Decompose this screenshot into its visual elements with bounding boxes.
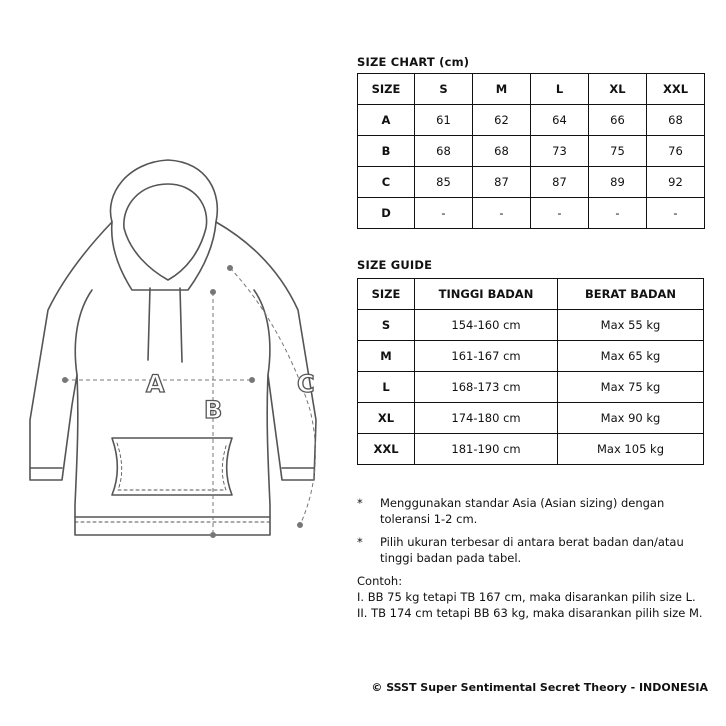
height-range: 168-173 cm bbox=[415, 372, 558, 403]
note-bullet: * bbox=[357, 535, 363, 549]
measurement-value: 73 bbox=[531, 136, 589, 167]
size-guide-table bbox=[357, 278, 704, 465]
size-chart-row bbox=[358, 136, 705, 167]
weight-max: Max 75 kg bbox=[558, 372, 704, 403]
measurement-value: 68 bbox=[415, 136, 473, 167]
size-label: M bbox=[358, 341, 415, 372]
size-label: XXL bbox=[358, 434, 415, 465]
measurement-value: 89 bbox=[589, 167, 647, 198]
label-b: B bbox=[204, 396, 223, 424]
weight-max: Max 55 kg bbox=[558, 310, 704, 341]
measurement-value: 64 bbox=[531, 105, 589, 136]
measurement-value: - bbox=[647, 198, 705, 229]
measurement-value: 75 bbox=[589, 136, 647, 167]
body-outline bbox=[30, 222, 316, 535]
measurement-value: 85 bbox=[415, 167, 473, 198]
measurement-value: 61 bbox=[415, 105, 473, 136]
measurement-value: 68 bbox=[473, 136, 531, 167]
example-line: II. TB 174 cm tetapi BB 63 kg, maka disarankan pilih size M. bbox=[357, 606, 703, 620]
weight-max: Max 65 kg bbox=[558, 341, 704, 372]
label-c: C bbox=[297, 370, 315, 398]
size-guide-row bbox=[358, 372, 704, 403]
examples-heading: Contoh: bbox=[357, 574, 403, 588]
measurement-label: D bbox=[358, 198, 415, 229]
height-range: 181-190 cm bbox=[415, 434, 558, 465]
size-label: XL bbox=[358, 403, 415, 434]
measurement-value: 66 bbox=[589, 105, 647, 136]
note-text: Menggunakan standar Asia (Asian sizing) dengan toleransi 1-2 cm. bbox=[380, 496, 665, 526]
weight-max: Max 90 kg bbox=[558, 403, 704, 434]
note-bullet: * bbox=[357, 496, 363, 510]
drawstring-left bbox=[148, 288, 150, 360]
size-guide-header: TINGGI BADAN bbox=[415, 279, 558, 310]
copyright-footer: © SSST Super Sentimental Secret Theory - INDONESIA bbox=[371, 681, 708, 694]
height-range: 154-160 cm bbox=[415, 310, 558, 341]
size-chart-row bbox=[358, 167, 705, 198]
measurement-value: 62 bbox=[473, 105, 531, 136]
size-chart-header: S bbox=[415, 74, 473, 105]
size-label: S bbox=[358, 310, 415, 341]
size-guide-row bbox=[358, 341, 704, 372]
size-guide-row bbox=[358, 310, 704, 341]
size-guide-header-row bbox=[358, 279, 704, 310]
size-chart-table bbox=[357, 73, 705, 229]
measurement-value: 76 bbox=[647, 136, 705, 167]
size-chart-header: L bbox=[531, 74, 589, 105]
size-label: L bbox=[358, 372, 415, 403]
measurement-value: - bbox=[473, 198, 531, 229]
size-guide-title: SIZE GUIDE bbox=[357, 258, 433, 272]
size-chart-header: M bbox=[473, 74, 531, 105]
examples-block bbox=[357, 573, 703, 621]
size-guide-row bbox=[358, 434, 704, 465]
drawstring-right bbox=[180, 288, 182, 362]
kangaroo-pocket bbox=[112, 438, 232, 495]
height-range: 174-180 cm bbox=[415, 403, 558, 434]
note-text: Pilih ukuran terbesar di antara berat badan dan/atau tinggi badan pada tabel. bbox=[380, 535, 684, 565]
size-chart-header-row bbox=[358, 74, 705, 105]
hood-outline bbox=[110, 160, 217, 290]
size-guide-header: BERAT BADAN bbox=[558, 279, 704, 310]
size-chart-header: XL bbox=[589, 74, 647, 105]
size-chart-title: SIZE CHART (cm) bbox=[357, 55, 470, 69]
measurement-value: 92 bbox=[647, 167, 705, 198]
example-line: I. BB 75 kg tetapi TB 167 cm, maka disarankan pilih size L. bbox=[357, 590, 696, 604]
measurement-value: 87 bbox=[531, 167, 589, 198]
label-a: A bbox=[146, 370, 165, 398]
measurement-label: A bbox=[358, 105, 415, 136]
height-range: 161-167 cm bbox=[415, 341, 558, 372]
size-guide-header: SIZE bbox=[358, 279, 415, 310]
measurement-value: - bbox=[589, 198, 647, 229]
size-chart-row bbox=[358, 105, 705, 136]
hood-inner bbox=[124, 184, 207, 280]
measurement-value: 68 bbox=[647, 105, 705, 136]
size-chart-row bbox=[358, 198, 705, 229]
measurement-value: 87 bbox=[473, 167, 531, 198]
measurement-value: - bbox=[415, 198, 473, 229]
measurement-label: B bbox=[358, 136, 415, 167]
size-chart-header: SIZE bbox=[358, 74, 415, 105]
hoodie-illustration bbox=[20, 150, 340, 550]
size-guide-row bbox=[358, 403, 704, 434]
measurement-value: - bbox=[531, 198, 589, 229]
measurement-label: C bbox=[358, 167, 415, 198]
weight-max: Max 105 kg bbox=[558, 434, 704, 465]
size-chart-header: XXL bbox=[647, 74, 705, 105]
